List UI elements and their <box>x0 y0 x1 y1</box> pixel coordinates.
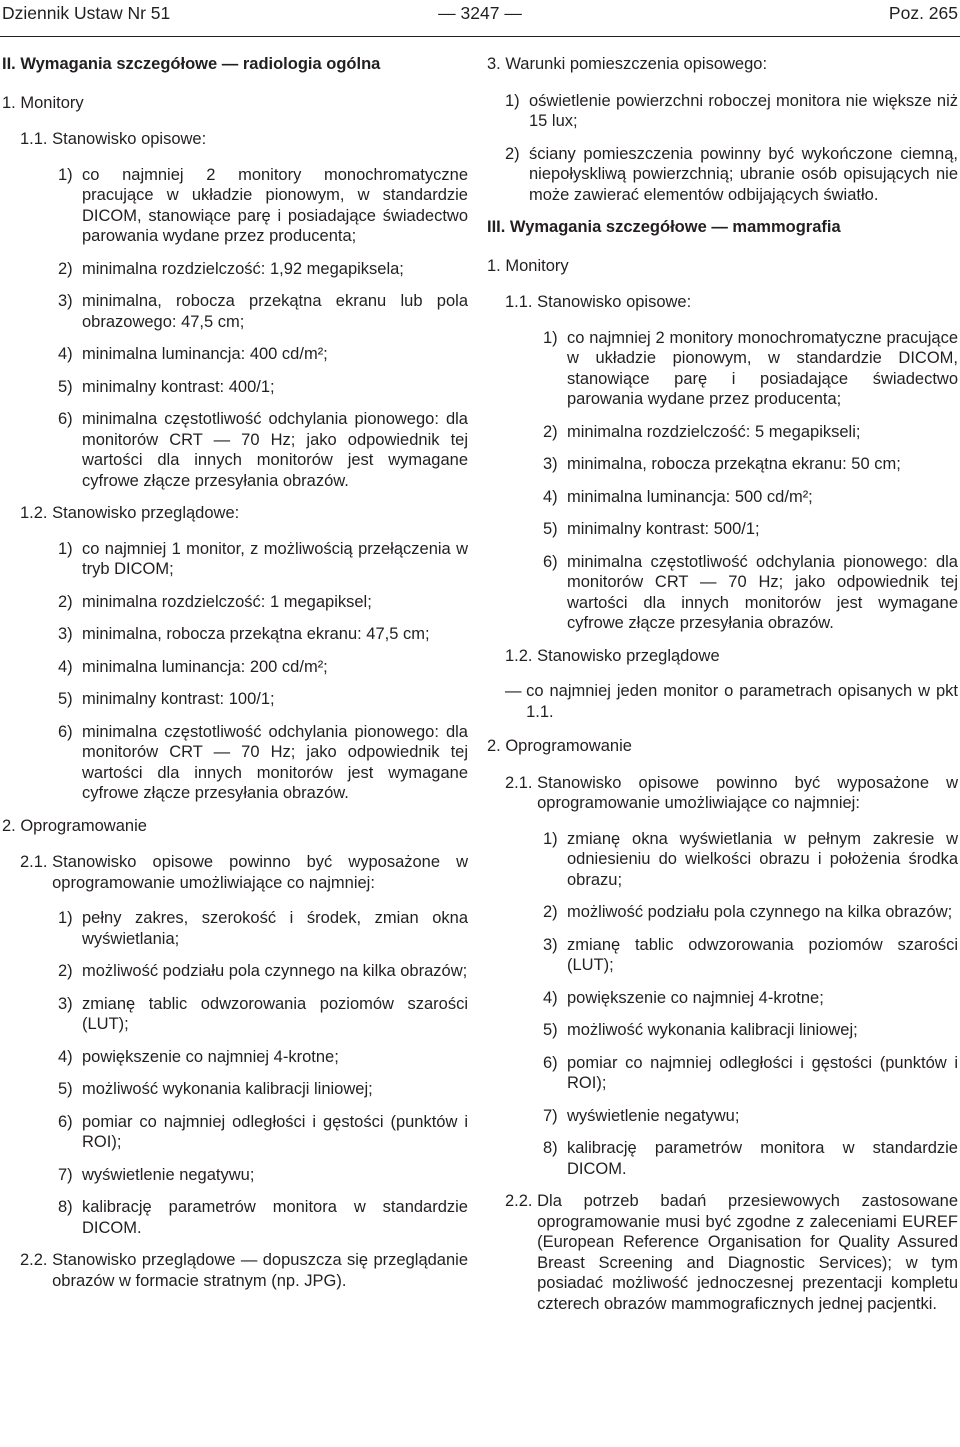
item-list <box>58 908 468 1238</box>
list-item <box>543 935 958 976</box>
list-item-number: 5) <box>58 690 73 708</box>
list-item <box>58 908 468 949</box>
list-item-number: 3) <box>543 455 558 473</box>
list-item-text: minimalna, robocza przekątna ekranu: 50 cm; <box>567 455 901 473</box>
list-item <box>58 291 468 332</box>
list-item-text: minimalna rozdzielczość: 1 megapiksel; <box>82 592 372 611</box>
list-item <box>58 539 468 580</box>
list-item-text: możliwość podziału pola czynnego na kilka obrazów; <box>82 962 468 980</box>
item-list <box>505 91 958 206</box>
item-list <box>543 328 958 634</box>
subsubsection-number: 1.1. <box>505 293 538 311</box>
list-item-text: powiększenie co najmniej 4-krotne; <box>567 988 824 1007</box>
list-item-number: 6) <box>543 552 558 571</box>
subsubsection-heading <box>20 852 468 893</box>
list-item-number: 2) <box>58 259 73 278</box>
list-item-number: 6) <box>543 1053 558 1072</box>
subsubsection-number: 2.2. <box>505 1192 538 1210</box>
subsection-heading: 3. Warunki pomieszczenia opisowego: <box>487 55 768 73</box>
list-item-text: kalibrację parametrów monitora w standardzie DICOM. <box>82 1198 468 1237</box>
item-list <box>58 165 468 492</box>
subsubsection-title: Stanowisko przeglądowe: <box>52 504 240 522</box>
subsubsection-heading <box>20 1250 468 1291</box>
list-item-text: minimalna, robocza przekątna ekranu lub pola obrazowego: 47,5 cm; <box>82 292 468 331</box>
list-item-text: zmianę okna wyświetlania w pełnym zakresie w odniesieniu do wielkości obrazu i położenia środka obrazu; <box>567 829 958 889</box>
item-list <box>543 829 958 1180</box>
subsection-heading: 1. Monitory <box>2 93 84 112</box>
list-item-text: minimalna częstotliwość odchylania pionowego: dla monitorów CRT — 70 Hz; jako odpowiednik tej wartości dla innych monitorów jest wymagane cyfrowe złącze przesyłania obrazów. <box>567 552 958 632</box>
list-item-text: możliwość wykonania kalibracji liniowej; <box>82 1080 373 1098</box>
list-item-text: minimalny kontrast: 100/1; <box>82 690 275 708</box>
list-item <box>58 1165 468 1186</box>
right-column <box>487 54 958 1329</box>
list-item-number: 2) <box>58 962 73 980</box>
list-item-number: 8) <box>58 1198 73 1216</box>
list-item-number: 1) <box>58 165 73 184</box>
list-item-number: 5) <box>543 1021 558 1039</box>
page-header <box>0 0 960 37</box>
subsubsection-title: Stanowisko opisowe powinno być wyposażone w oprogramowanie umożliwiające co najmniej: <box>52 853 468 892</box>
left-column <box>2 54 468 1306</box>
list-item-text: minimalna, robocza przekątna ekranu: 47,5 cm; <box>82 625 430 643</box>
list-item-text: minimalna rozdzielczość: 1,92 megapiksela; <box>82 259 404 278</box>
list-item <box>543 829 958 891</box>
list-item <box>543 454 958 475</box>
subsubsection-number: 1.2. <box>20 504 53 522</box>
list-item-text: wyświetlenie negatywu; <box>82 1165 255 1184</box>
list-item <box>505 91 958 132</box>
list-item <box>58 624 468 645</box>
list-item-number: 3) <box>543 935 558 954</box>
list-item <box>58 377 468 398</box>
subsubsection-heading <box>20 503 468 524</box>
list-item <box>543 1138 958 1179</box>
list-item <box>543 552 958 634</box>
list-item <box>543 422 958 443</box>
list-item <box>58 722 468 804</box>
list-item-number: 5) <box>543 520 558 538</box>
list-item-number: 1) <box>543 829 558 848</box>
list-item <box>543 1020 958 1041</box>
list-item-text: wyświetlenie negatywu; <box>567 1106 740 1125</box>
list-item <box>58 1112 468 1153</box>
subsubsection-title: Dla potrzeb badań przesiewowych zastosowane oprogramowanie musi być zgodne z zaleceniami EUREF (European Reference Organisation for Quality Assured Breast Screening and Diagnostic Services); w tym posiadać możliwość jednoczesnej prezentacji kompletu czterech obrazów mammograficznych jednej pacjentki. <box>537 1192 958 1313</box>
list-item-text: kalibrację parametrów monitora w standardzie DICOM. <box>567 1139 958 1178</box>
list-item-number: 2) <box>543 903 558 921</box>
list-item-text: minimalna luminancja: 200 cd/m²; <box>82 657 328 676</box>
subsubsection-title: Stanowisko opisowe powinno być wyposażone w oprogramowanie umożliwiające co najmniej: <box>537 773 958 812</box>
subsubsection-title: Stanowisko opisowe: <box>537 293 692 311</box>
list-item-text: pomiar co najmniej odległości i gęstości (punktów i ROI); <box>82 1112 468 1151</box>
list-item-text: minimalna częstotliwość odchylania pionowego: dla monitorów CRT — 70 Hz; jako odpowiednik tej wartości dla innych monitorów jest wymagane cyfrowe złącze przesyłania obrazów. <box>82 722 468 802</box>
subsubsection-heading <box>505 292 958 313</box>
list-item-text: możliwość wykonania kalibracji liniowej; <box>567 1021 858 1039</box>
list-item <box>543 487 958 508</box>
subsubsection-title: Stanowisko przeglądowe — dopuszcza się przeglądanie obrazów w formacie stratnym (np. JPG). <box>52 1251 468 1290</box>
list-item-text: możliwość podziału pola czynnego na kilka obrazów; <box>567 903 953 921</box>
list-item <box>543 519 958 540</box>
list-item <box>543 902 958 923</box>
subsubsection-heading <box>505 646 958 667</box>
list-item <box>58 1047 468 1068</box>
subsubsection-number: 1.2. <box>505 646 538 665</box>
section-heading: II. Wymagania szczegółowe — radiologia ogólna <box>2 55 381 73</box>
list-item-number: 8) <box>543 1139 558 1157</box>
list-item-text: pomiar co najmniej odległości i gęstości (punktów i ROI); <box>567 1053 958 1092</box>
list-item-number: 2) <box>543 422 558 441</box>
list-item <box>58 961 468 982</box>
subsubsection-number: 1.1. <box>20 130 53 148</box>
subsubsection-heading <box>505 1191 958 1314</box>
dash-item <box>505 681 958 722</box>
list-item-text: co najmniej 2 monitory monochromatyczne pracujące w układzie pionowym, w standardzie DICOM, stanowiące parę i posiadające świadectwo parowania wydane przez producenta; <box>567 328 958 408</box>
list-item-number: 3) <box>58 625 73 643</box>
subsubsection-number: 2.1. <box>20 853 53 871</box>
list-item-text: powiększenie co najmniej 4-krotne; <box>82 1047 339 1066</box>
subsection-heading: 2. Oprogramowanie <box>2 816 147 835</box>
list-item-number: 3) <box>58 292 73 310</box>
subsection-heading: 2. Oprogramowanie <box>487 737 632 755</box>
list-item-text: minimalny kontrast: 400/1; <box>82 377 275 396</box>
subsubsection-number: 2.2. <box>20 1251 53 1269</box>
list-item-text: zmianę tablic odwzorowania poziomów szarości (LUT); <box>567 935 958 974</box>
list-item <box>58 657 468 678</box>
list-item-number: 2) <box>58 592 73 611</box>
list-item-text: co najmniej 2 monitory monochromatyczne pracujące w układzie pionowym, w standardzie DICOM, stanowiące parę i posiadające świadectwo parowania wydane przez producenta; <box>82 165 468 245</box>
list-item-number: 7) <box>543 1106 558 1125</box>
list-item <box>505 144 958 206</box>
list-item-text: minimalna luminancja: 500 cd/m²; <box>567 487 813 506</box>
list-item-text: minimalna rozdzielczość: 5 megapikseli; <box>567 422 861 441</box>
list-item-number: 1) <box>505 91 520 110</box>
list-item <box>58 409 468 491</box>
list-item-number: 4) <box>543 988 558 1007</box>
list-item <box>58 1197 468 1238</box>
list-item-number: 2) <box>505 144 520 163</box>
dash-marker: — <box>505 682 527 700</box>
list-item-text: pełny zakres, szerokość i środek, zmian okna wyświetlania; <box>82 909 468 948</box>
list-item-number: 1) <box>58 909 73 927</box>
list-item <box>58 165 468 247</box>
list-item-text: ściany pomieszczenia powinny być wykończone ciemną, niepołyskliwą powierzchnią; ubranie osób opisujących nie może zawierać elementów odbijających światło. <box>529 144 958 204</box>
subsubsection-title: Stanowisko przeglądowe <box>537 646 720 665</box>
list-item-number: 4) <box>58 345 73 363</box>
list-item-text: zmianę tablic odwzorowania poziomów szarości (LUT); <box>82 994 468 1033</box>
list-item-number: 4) <box>58 657 73 676</box>
journal-title: Dziennik Ustaw Nr 51 <box>2 3 171 23</box>
list-item-number: 6) <box>58 1112 73 1131</box>
list-item <box>58 259 468 280</box>
list-item-number: 1) <box>543 328 558 347</box>
subsection-heading: 1. Monitory <box>487 256 569 275</box>
section-heading: III. Wymagania szczegółowe — mammografia <box>487 218 841 236</box>
subsubsection-heading <box>20 129 468 150</box>
list-item <box>58 689 468 710</box>
dash-text: co najmniej jeden monitor o parametrach opisanych w pkt 1.1. <box>526 682 958 721</box>
list-item-number: 5) <box>58 377 73 396</box>
subsubsection-heading <box>505 773 958 814</box>
list-item <box>58 344 468 365</box>
subsubsection-title: Stanowisko opisowe: <box>52 130 207 148</box>
list-item-text: co najmniej 1 monitor, z możliwością przełączenia w tryb DICOM; <box>82 539 468 578</box>
list-item <box>58 592 468 613</box>
list-item-number: 6) <box>58 722 73 741</box>
list-item <box>58 1079 468 1100</box>
list-item-number: 5) <box>58 1080 73 1098</box>
list-item <box>543 1106 958 1127</box>
list-item-number: 4) <box>543 487 558 506</box>
list-item <box>543 988 958 1009</box>
list-item-text: oświetlenie powierzchni roboczej monitora nie większe niż 15 lux; <box>529 91 958 130</box>
list-item <box>58 994 468 1035</box>
position-number: Poz. 265 <box>888 3 958 23</box>
item-list <box>58 539 468 804</box>
list-item <box>543 328 958 410</box>
list-item-number: 1) <box>58 539 73 558</box>
list-item <box>543 1053 958 1094</box>
list-item-number: 7) <box>58 1165 73 1184</box>
list-item-text: minimalna luminancja: 400 cd/m²; <box>82 345 328 363</box>
list-item-text: minimalny kontrast: 500/1; <box>567 520 760 538</box>
list-item-text: minimalna częstotliwość odchylania pionowego: dla monitorów CRT — 70 Hz; jako odpowiednik tej wartości dla innych monitorów jest wymagane cyfrowe złącze przesyłania obrazów. <box>82 410 468 490</box>
page-number: — 3247 — <box>438 3 522 23</box>
list-item-number: 4) <box>58 1047 73 1066</box>
list-item-number: 3) <box>58 994 73 1013</box>
list-item-number: 6) <box>58 410 73 428</box>
subsubsection-number: 2.1. <box>505 773 538 792</box>
